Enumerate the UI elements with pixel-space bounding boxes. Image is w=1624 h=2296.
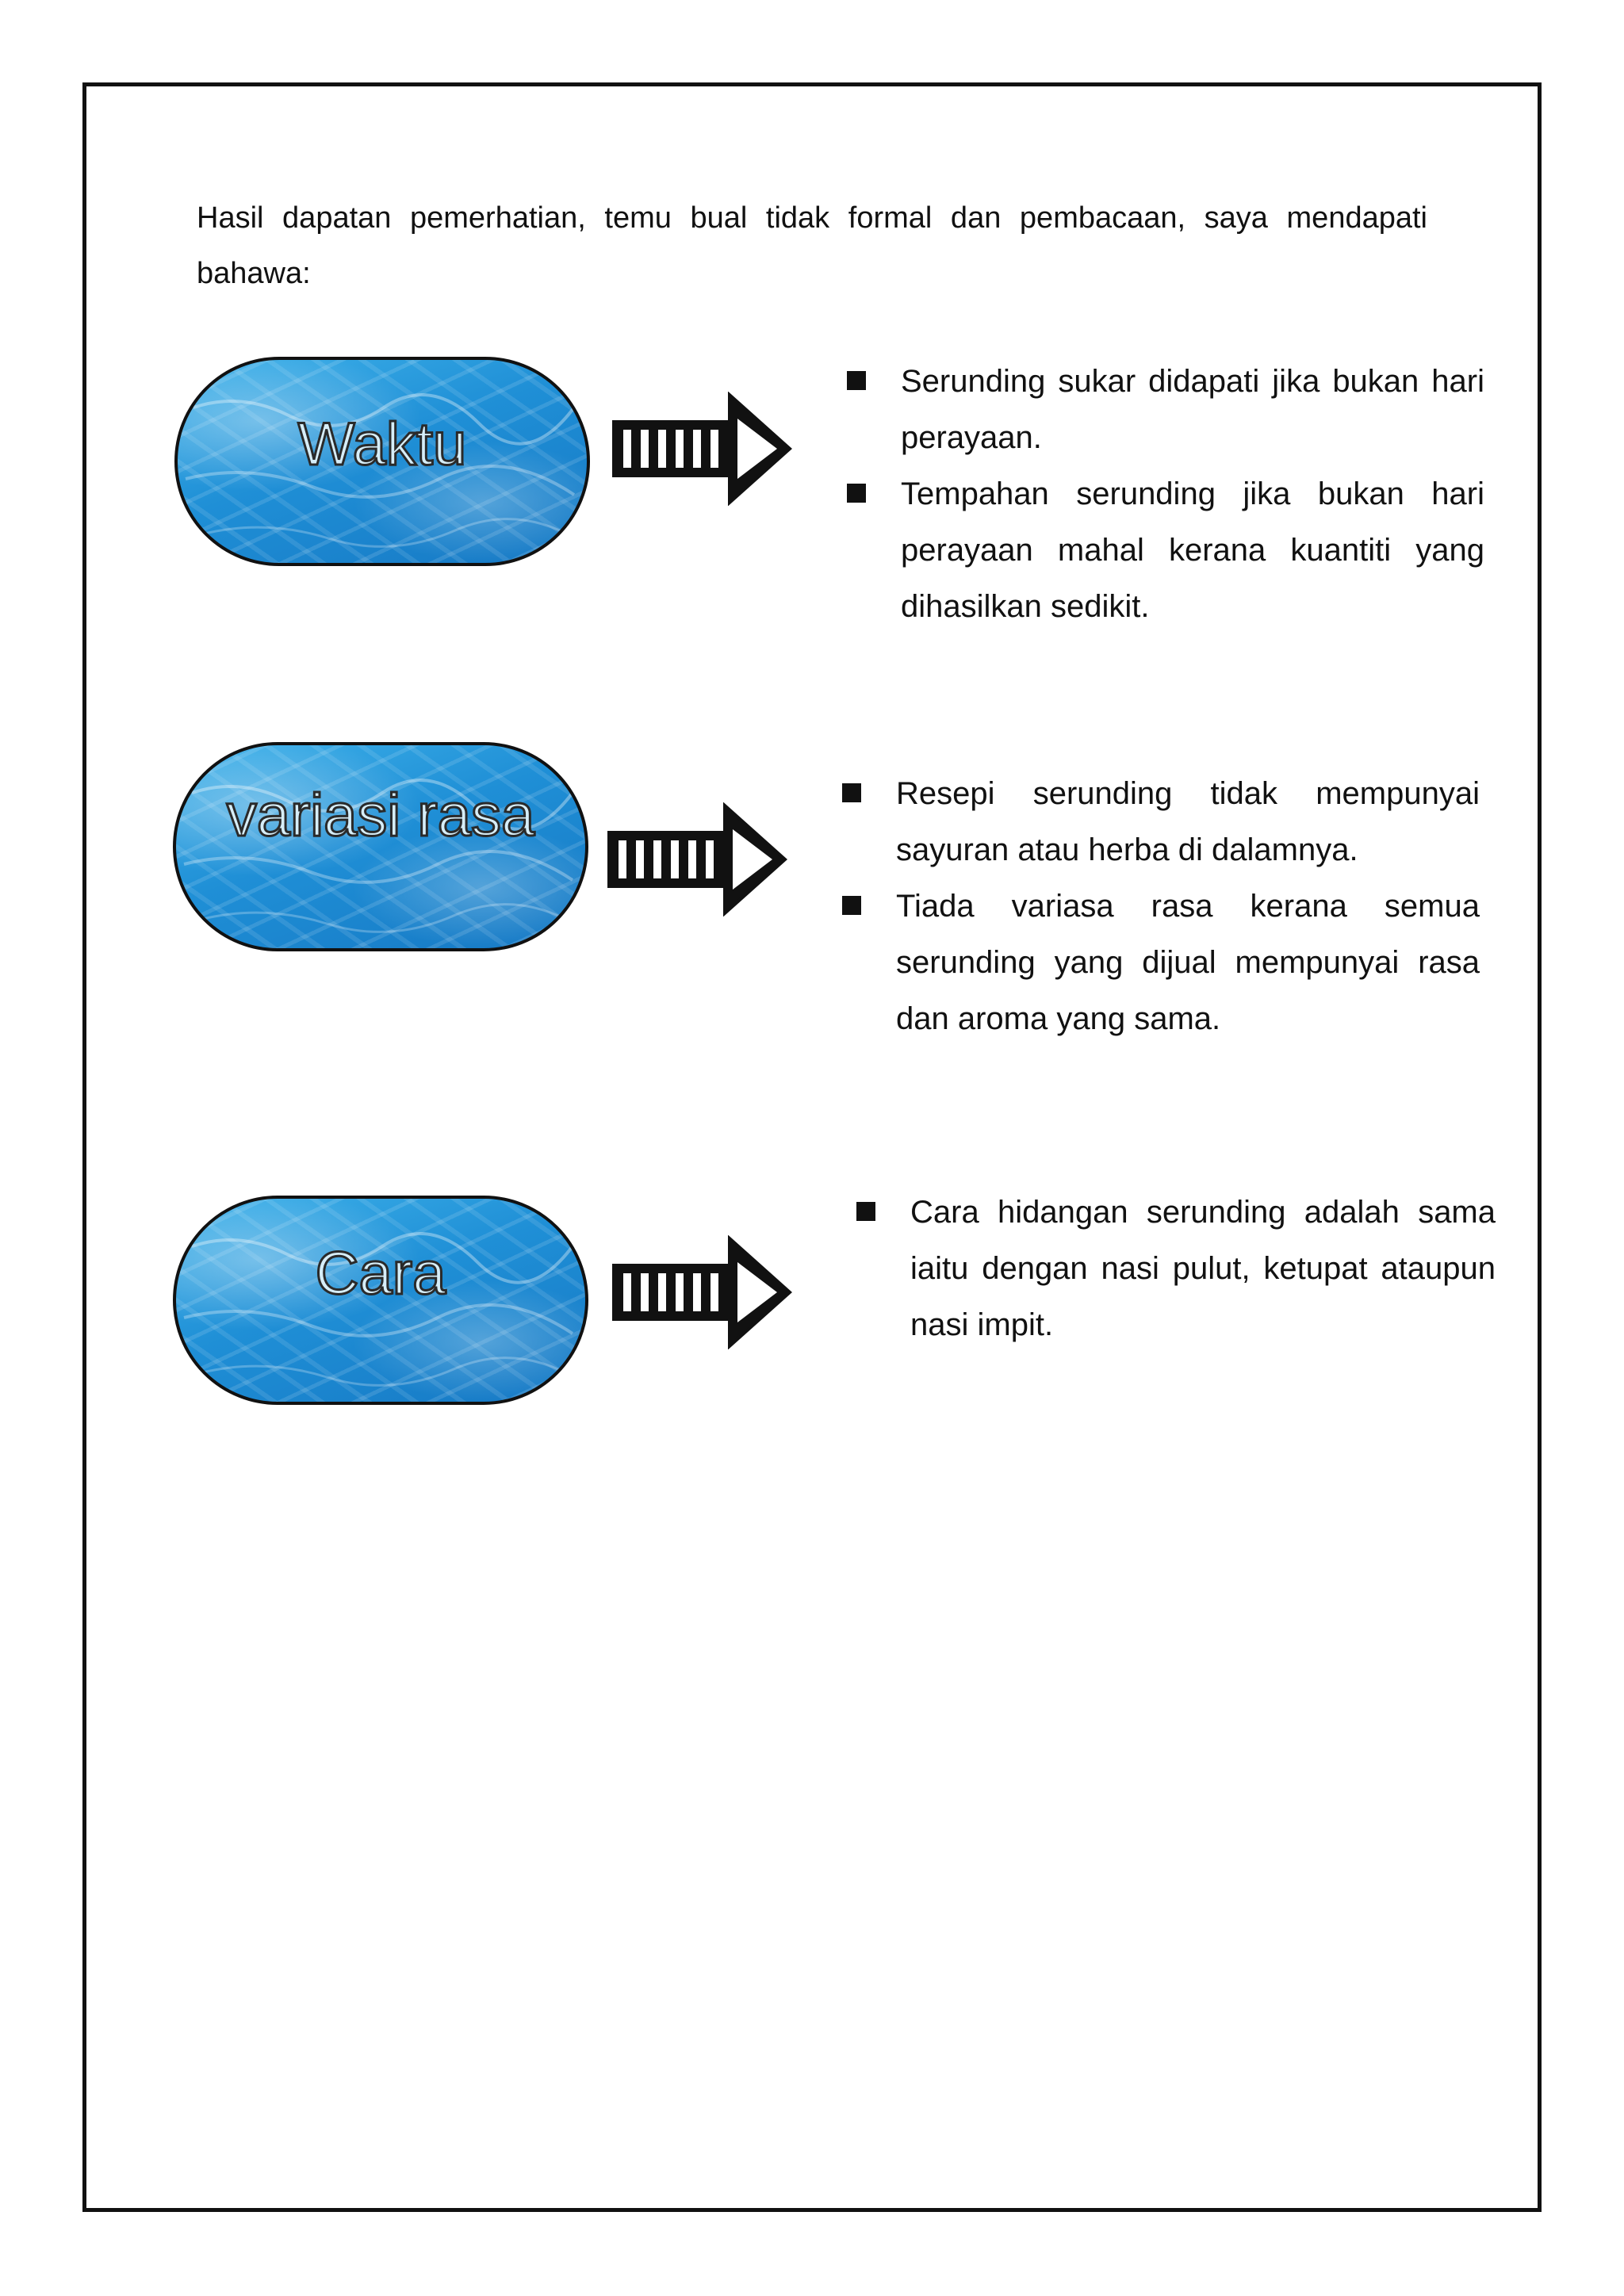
intro-text: Hasil dapatan pemerhatian, temu bual tidak formal dan pembacaan, saya mendapati bahawa: — [197, 201, 1427, 290]
bullet-item: Serunding sukar didapati jika bukan hari perayaan. — [845, 354, 1484, 466]
pill-label-waktu: Waktu — [297, 411, 467, 478]
striped-right-arrow-icon — [611, 1235, 795, 1349]
black-square-bullet-icon — [842, 896, 861, 915]
bullet-item: Tempahan serunding jika bukan hari perayaan mahal kerana kuantiti yang dihasilkan sedikit. — [845, 466, 1484, 635]
bullet-list-waktu — [845, 354, 1484, 635]
black-square-bullet-icon — [847, 371, 866, 390]
black-square-bullet-icon — [842, 783, 861, 802]
bullet-item: Resepi serunding tidak mempunyai sayuran atau herba di dalamnya. — [841, 766, 1480, 878]
bullet-item: Cara hidangan serunding adalah sama iaitu dengan nasi pulut, ketupat ataupun nasi impit. — [855, 1184, 1496, 1353]
bullet-item: Tiada variasa rasa kerana semua serunding yang dijual mempunyai rasa dan aroma yang sama. — [841, 878, 1480, 1047]
pill-cara — [173, 1196, 588, 1405]
striped-right-arrow-icon — [606, 802, 790, 916]
pill-label-variasi-rasa: variasi rasa — [226, 782, 535, 849]
striped-right-arrow-icon — [611, 392, 795, 506]
bullet-list-cara — [855, 1184, 1496, 1353]
bullet-list-variasi-rasa — [841, 766, 1480, 1047]
pill-label-cara: Cara — [315, 1240, 446, 1307]
pill-waktu — [174, 357, 590, 566]
black-square-bullet-icon — [856, 1202, 875, 1221]
pill-variasi-rasa — [173, 742, 588, 951]
black-square-bullet-icon — [847, 484, 866, 503]
